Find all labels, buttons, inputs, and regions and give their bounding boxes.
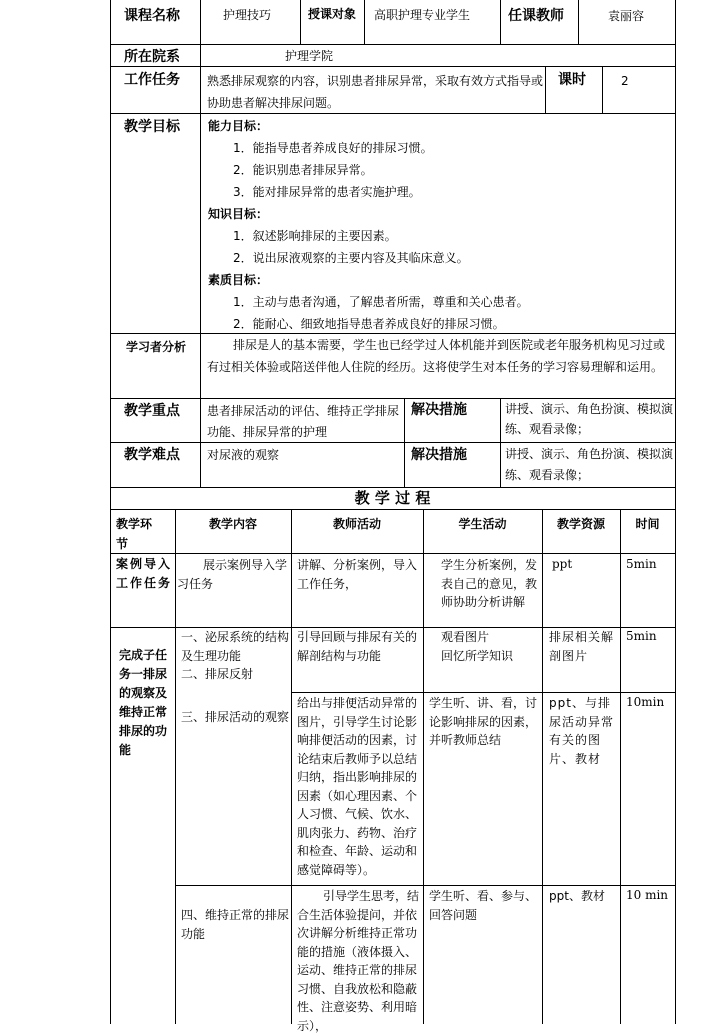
task-value: 熟悉排尿观察的内容，识别患者排尿异常，采取有效方式指导或协助患者解决排尿问题。 (207, 74, 544, 110)
ability-title: 能力目标： (208, 119, 269, 133)
key-measure-text: 讲授、演示、角色扮演、模拟演练、观看录像； (505, 402, 674, 436)
key-measure-label: 解决措施 (411, 402, 467, 418)
course-label: 课程名称 (124, 8, 180, 24)
analysis-text: 排尿是人的基本需要，学生也已经学过人体机能并到医院或老年服务机构见习过或有过相关体验或陪送伴他人住院的经历。这将使学生对本任务的学习容易理解和运用。 (207, 338, 666, 374)
rule (300, 0, 301, 44)
rule (423, 509, 424, 1024)
rule (500, 0, 501, 44)
ability-item: 3．能对排尿异常的患者实施护理。 (233, 185, 421, 199)
course-value: 护理技巧 (223, 8, 272, 22)
student-case: 学生分析案例，发表自己的意见，教师协助分析讲解 (441, 558, 538, 609)
student-observation: 学生听、讲、看，讨论影响排尿的因素，并听教师总结 (429, 696, 538, 747)
objectives-label: 教学目标 (124, 119, 180, 135)
rule (675, 0, 676, 1024)
rule (110, 66, 675, 67)
rule (200, 0, 201, 487)
student-maintain: 学生听、看、参与、回答问题 (429, 889, 538, 922)
process-title: 教 学 过 程 (354, 489, 431, 507)
difficulties-label: 教学难点 (124, 447, 180, 463)
rule (404, 398, 405, 487)
rule (620, 509, 621, 1024)
resource-maintain: ppt、教材 (549, 889, 605, 903)
rule (175, 885, 675, 886)
rule (110, 44, 675, 45)
ability-item: 1．能指导患者养成良好的排尿习惯。 (233, 141, 433, 155)
header-stage: 教学环节 (116, 517, 153, 551)
diff-measure-label: 解决措施 (411, 447, 467, 463)
header-content: 教学内容 (208, 517, 257, 531)
rule (291, 509, 292, 1024)
difficulties-text: 对尿液的观察 (207, 448, 280, 462)
rule (291, 692, 675, 693)
content-structure: 一、泌尿系统的结构及生理功能 二、排尿反射 (181, 630, 290, 681)
time-case: 5min (626, 557, 657, 571)
teacher-structure: 引导回顾与排尿有关的解剖结构与功能 (297, 630, 418, 663)
header-time: 时间 (635, 517, 660, 531)
rule (364, 0, 365, 44)
knowledge-title: 知识目标： (208, 207, 269, 221)
college-value: 护理学院 (285, 49, 334, 63)
key-points-text: 患者排尿活动的评估、维持正学排尿功能、排尿异常的护理 (207, 404, 400, 439)
time-maintain: 10 min (626, 888, 669, 902)
rule (542, 509, 543, 1024)
knowledge-item: 1．叙述影响排尿的主要因素。 (233, 229, 397, 243)
analysis-label: 学习者分析 (125, 340, 186, 354)
audience-value: 高职护理专业学生 (374, 8, 471, 22)
rule (175, 509, 176, 1024)
rule (110, 509, 675, 510)
student-structure: 观看图片 回忆所学知识 (441, 630, 514, 663)
teacher-observation: 给出与排便活动异常的图片，引导学生讨论影响排便活动的因素，讨论结束后教师予以总结归纳，指出影响排尿的因素（如心理因素、个人习惯、气候、饮水、肌肉张力、药物、治疗和检查、年龄、运动和感觉障碍等）。 (297, 696, 418, 877)
header-teacher: 教师活动 (332, 517, 381, 531)
teacher-value: 袁丽容 (608, 9, 645, 23)
resource-observation: ppt、与排尿活动异常有关的图片、教材 (549, 696, 615, 766)
header-student: 学生活动 (458, 517, 507, 531)
hours-value: 2 (621, 74, 629, 88)
teacher-label: 任课教师 (508, 8, 564, 24)
rule (578, 0, 579, 44)
time-observation: 10min (626, 695, 665, 709)
stage-task1: 完成子任务一排尿的观察及维持正常排尿的功能 (119, 648, 168, 757)
diff-measure-text: 讲授、演示、角色扮演、模拟演练、观看录像； (505, 447, 674, 482)
stage-case: 案例导入工作任务 (116, 557, 173, 590)
rule (110, 0, 111, 1024)
audience-label: 授课对象 (308, 7, 357, 21)
rule (602, 66, 603, 113)
quality-item: 1．主动与患者沟通，了解患者所需，尊重和关心患者。 (233, 295, 529, 309)
quality-title: 素质目标： (208, 273, 269, 287)
resource-structure: 排尿相关解剖图片 (549, 630, 615, 663)
rule (545, 66, 546, 113)
knowledge-item: 2．说出尿液观察的主要内容及其临床意义。 (233, 251, 469, 265)
content-observation: 三、排尿活动的观察 (181, 710, 290, 724)
key-points-label: 教学重点 (124, 403, 180, 419)
content-maintain: 四、维持正常的排尿功能 (181, 908, 290, 941)
teacher-case: 讲解、分析案例，导入工作任务， (297, 558, 418, 591)
ability-item: 2．能识别患者排尿异常。 (233, 163, 373, 177)
time-structure: 5min (626, 629, 657, 643)
teacher-maintain: 引导学生思考，结合生活体验提问，并依次讲解分析维持正常功能的措施（液体摄入、运动、维持正常的排尿习惯、自我放松和隐蔽性、注意姿势、利用暗示）， (297, 889, 420, 1033)
college-label: 所在院系 (124, 49, 180, 65)
resource-case: ppt (552, 557, 573, 571)
quality-item: 2．能耐心、细致地指导患者养成良好的排尿习惯。 (233, 317, 505, 331)
rule (500, 398, 501, 487)
hours-label: 课时 (558, 72, 586, 88)
header-resource: 教学资源 (556, 517, 605, 531)
rule (110, 553, 675, 554)
content-case: 展示案例导入学习任务 (177, 558, 288, 591)
task-label: 工作任务 (124, 72, 180, 88)
